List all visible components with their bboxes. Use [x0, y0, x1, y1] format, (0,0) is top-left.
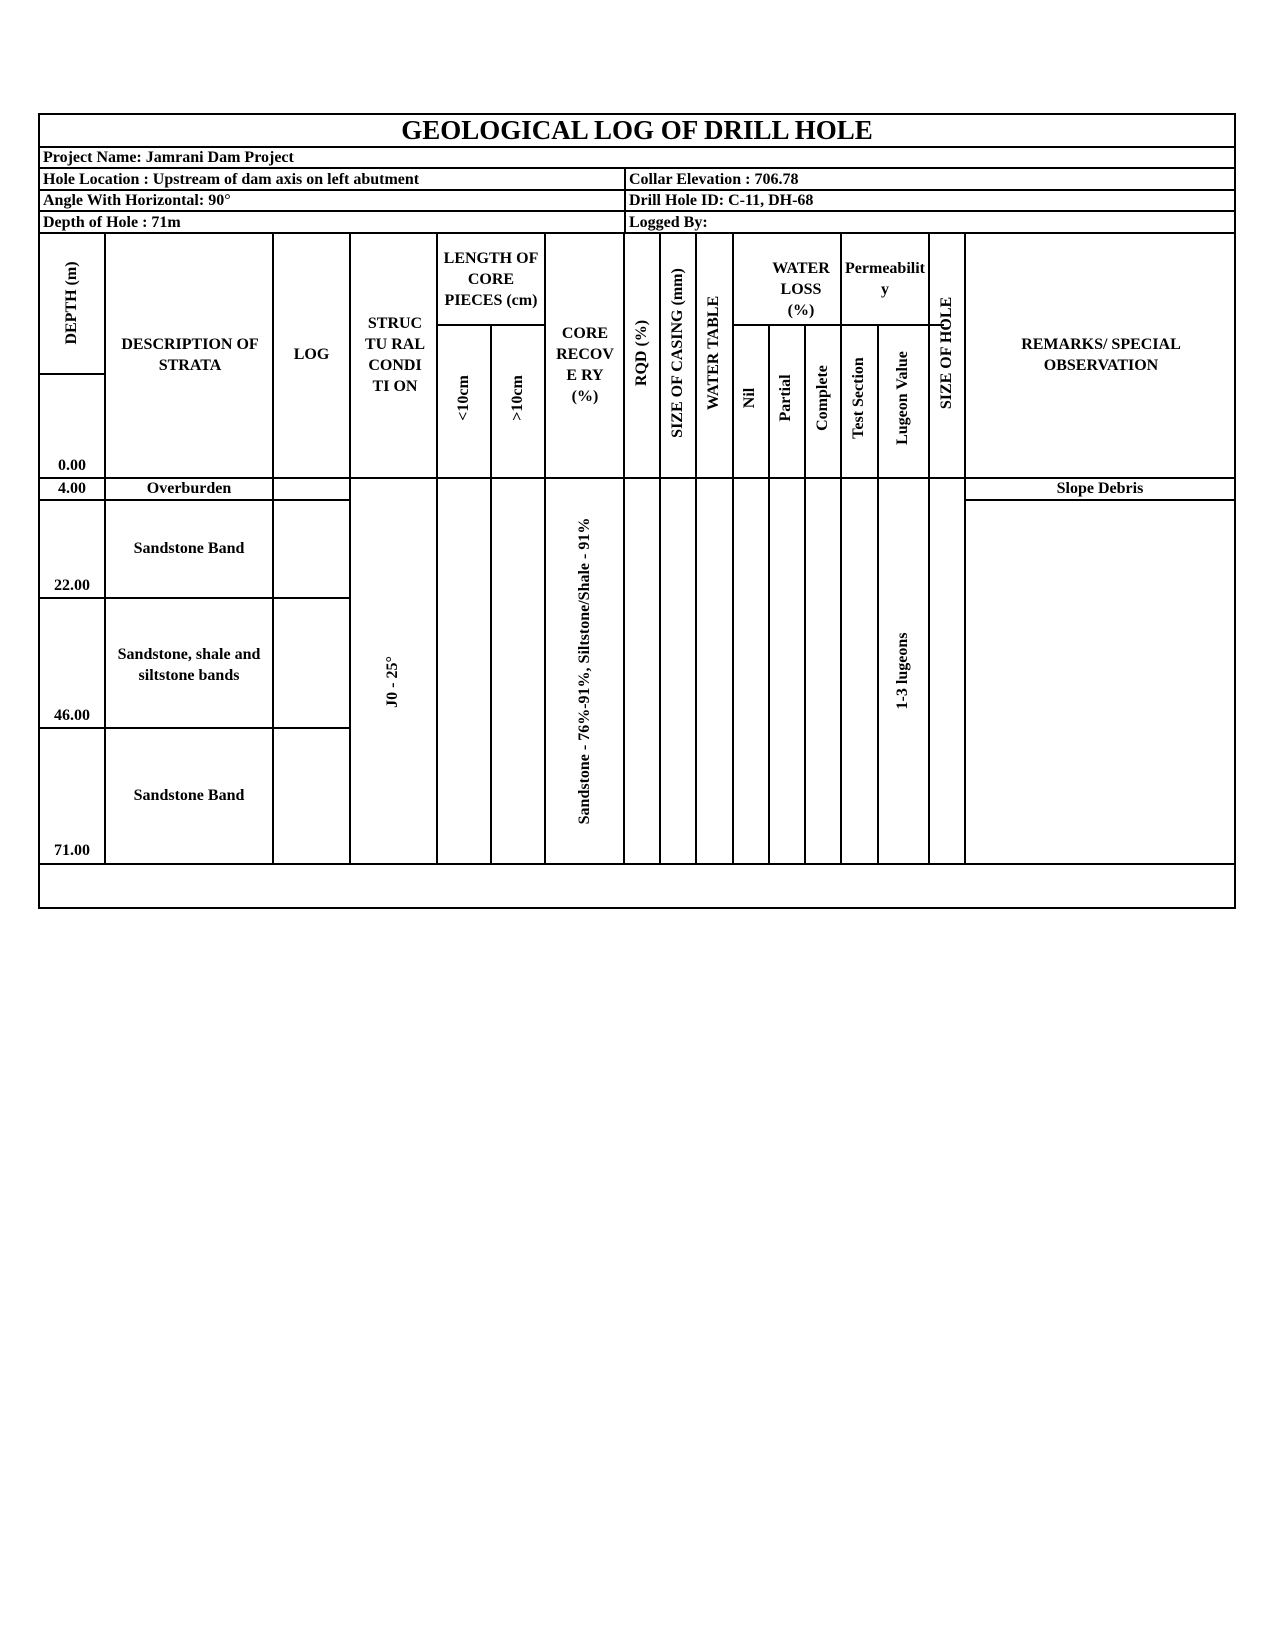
header-water-loss-group: WATER LOSS (%) [772, 260, 830, 319]
rule-stratum-2 [38, 727, 349, 729]
header-casing: SIZE OF CASING (mm) [669, 268, 686, 438]
project-name: Project Name: Jamrani Dam Project [43, 149, 294, 166]
border-right [1234, 113, 1236, 909]
divider-log [349, 232, 351, 865]
rule-water-loss-group [732, 324, 944, 326]
stratum-depth: 4.00 [58, 480, 86, 497]
divider-structural [436, 232, 438, 865]
divider-nil [768, 324, 770, 865]
header-lugeon-value: Lugeon Value [894, 351, 911, 445]
drill-hole-log-sheet [38, 113, 1236, 909]
divider-test-section [877, 324, 879, 865]
divider-complete [840, 232, 842, 865]
remarks-slope-debris: Slope Debris [1056, 480, 1144, 497]
header-partial: Partial [777, 374, 794, 422]
logged-by: Logged By: [629, 214, 708, 231]
header-structural: STRUCTU RAL CONDITI ON [365, 315, 426, 395]
divider-partial [804, 324, 806, 865]
header-gt10: >10cm [509, 375, 526, 421]
divider-description [272, 232, 274, 865]
rule-data-bottom [38, 863, 1236, 865]
structural-condition-value: J0 - 25° [384, 656, 401, 708]
divider-core-recovery [623, 232, 625, 865]
header-complete: Complete [814, 365, 831, 431]
start-depth: 0.00 [58, 457, 86, 474]
border-bottom [38, 907, 1236, 909]
page-title: GEOLOGICAL LOG OF DRILL HOLE [401, 115, 873, 145]
header-remarks: REMARKS/ SPECIAL OBSERVATION [1021, 336, 1181, 374]
divider-permeability [928, 232, 930, 865]
core-recovery-value: Sandstone - 76%-91%, Siltstone/Shale - 91% [576, 517, 593, 825]
stratum-description: Overburden [146, 480, 232, 497]
header-log: LOG [293, 346, 330, 363]
divider-info [624, 167, 626, 234]
divider-water-table [732, 232, 734, 865]
rule-overburden [38, 499, 349, 501]
header-test-section: Test Section [850, 357, 867, 439]
header-lt10: <10cm [455, 375, 472, 421]
header-core-recovery: CORE RECOVE RY (%) [556, 325, 614, 405]
stratum-depth: 71.00 [54, 842, 90, 859]
divider-length [544, 232, 546, 865]
header-depth: DEPTH (m) [63, 261, 80, 345]
stratum-description: Sandstone Band [133, 540, 245, 557]
rule-stratum-1 [38, 597, 349, 599]
header-size-of-hole: SIZE OF HOLE [938, 296, 955, 410]
stratum-depth: 46.00 [54, 707, 90, 724]
header-nil: Nil [741, 387, 758, 409]
divider-lt10 [490, 324, 492, 865]
header-description: DESCRIPTION OF STRATA [121, 336, 259, 374]
collar-elevation: Collar Elevation : 706.78 [629, 171, 799, 188]
divider-casing [695, 232, 697, 865]
hole-location: Hole Location : Upstream of dam axis on left abutment [43, 171, 420, 188]
lugeon-range-value: 1-3 lugeons [894, 632, 911, 710]
depth-of-hole: Depth of Hole : 71m [43, 214, 181, 231]
header-rqd: RQD (%) [633, 319, 650, 387]
divider-size-of-hole [964, 232, 966, 865]
stratum-depth: 22.00 [54, 577, 90, 594]
rule-slope-debris [964, 499, 1236, 501]
header-water-table: WATER TABLE [705, 295, 722, 411]
header-permeability-group: Permeability [845, 260, 925, 298]
border-left [38, 113, 40, 909]
angle-with-horizontal: Angle With Horizontal: 90° [43, 192, 231, 209]
stratum-description: Sandstone Band [133, 787, 245, 804]
rule-depth-header [38, 373, 104, 375]
drill-hole-id: Drill Hole ID: C-11, DH-68 [629, 192, 814, 209]
stratum-description: Sandstone, shale and siltstone bands [117, 646, 261, 684]
divider-rqd [659, 232, 661, 865]
header-length-group: LENGTH OF CORE PIECES (cm) [443, 250, 539, 309]
